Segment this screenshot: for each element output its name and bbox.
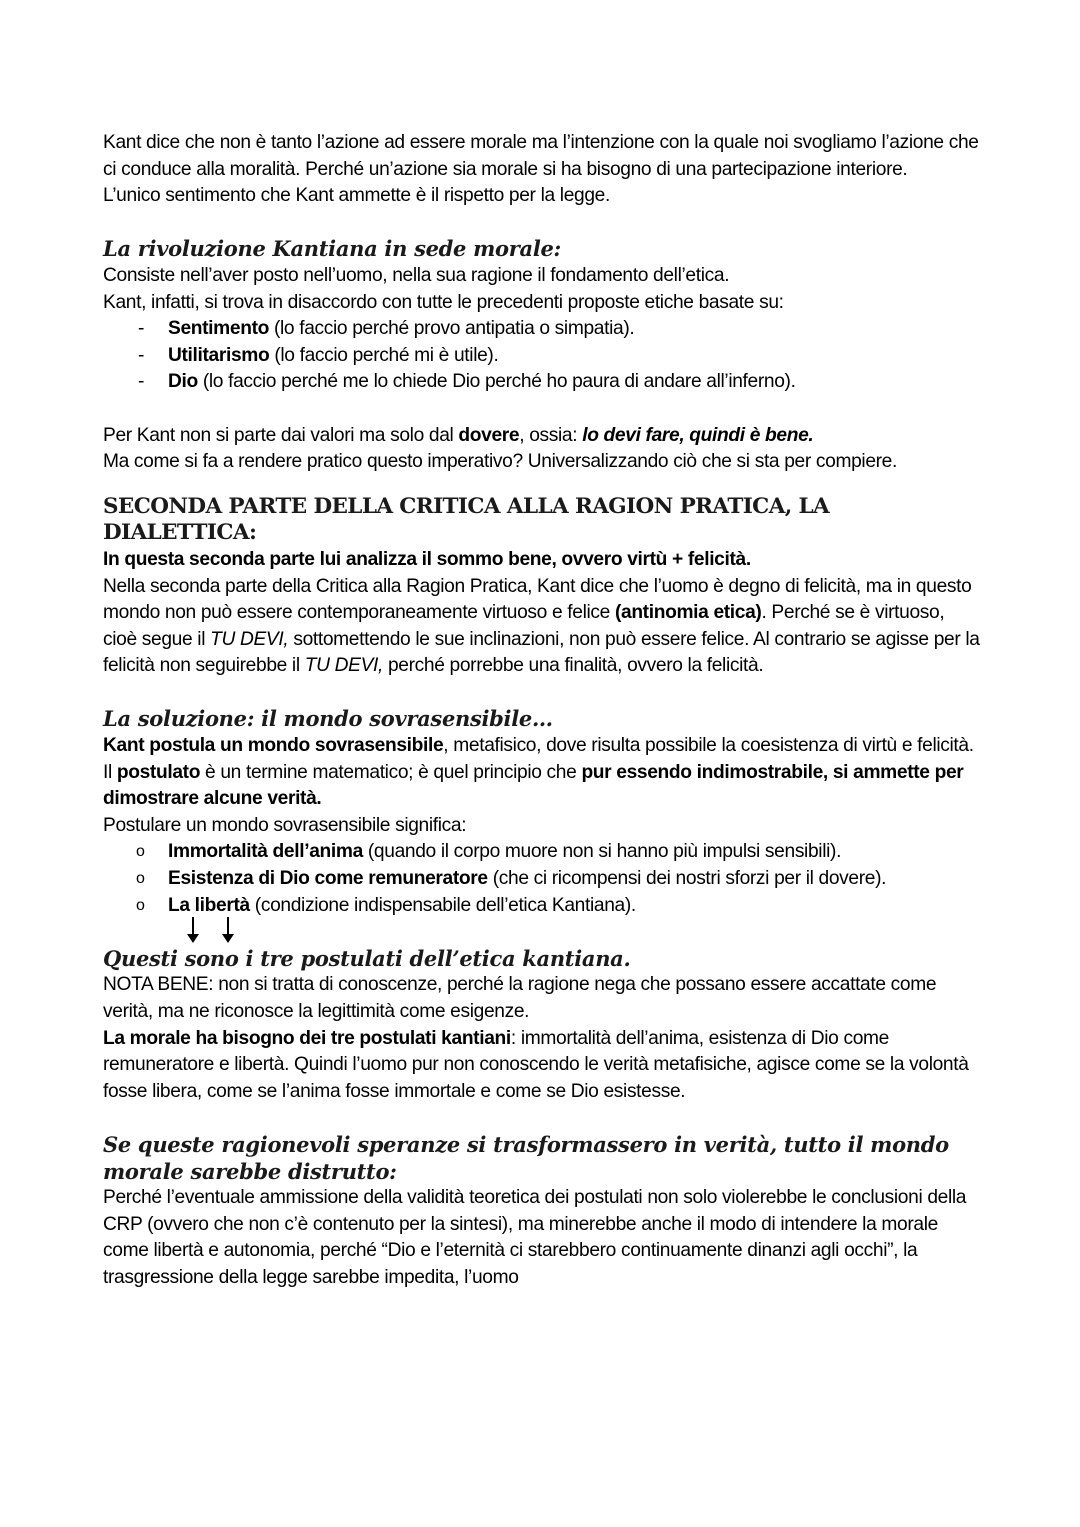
intro-paragraph: Kant dice che non è tanto l’azione ad essere morale ma l’intenzione con la quale noi svogliamo l’azione che ci conduce alla moralità. Perché un’azione sia morale si ha bisogno di una partecipazione interiore. bbox=[103, 132, 979, 180]
list-term: La libertà bbox=[168, 894, 250, 916]
text-run: Il bbox=[103, 761, 117, 783]
text-run: è un termine matematico; è quel principio che bbox=[200, 761, 582, 783]
list-item bbox=[103, 839, 983, 866]
list-item bbox=[103, 866, 983, 893]
heading-dialettica: SECONDA PARTE DELLA CRITICA ALLA RAGION PRATICA, LA DIALETTICA: bbox=[103, 493, 830, 546]
list-item bbox=[103, 316, 983, 343]
text-run: perché porrebbe una finalità, ovvero la felicità. bbox=[382, 655, 764, 677]
list-desc: (lo faccio perché me lo chiede Dio perché ho paura di andare all’inferno). bbox=[197, 371, 796, 393]
bold-run: In questa seconda parte lui analizza il sommo bene, ovvero virtù + felicità. bbox=[103, 548, 751, 570]
arrow-down-icon bbox=[227, 917, 229, 939]
circle-bullet-icon: o bbox=[136, 843, 145, 861]
intro-paragraph-2: L’unico sentimento che Kant ammette è il rispetto per la legge. bbox=[103, 185, 610, 207]
postulati-paragraph bbox=[103, 1026, 983, 1106]
list-desc: (lo faccio perché provo antipatia o simpatia). bbox=[268, 318, 635, 340]
list-desc: (condizione indispensabile dell’etica Kantiana). bbox=[249, 894, 636, 916]
bold-run: La morale ha bisogno dei tre postulati kantiani bbox=[103, 1027, 511, 1049]
list-item bbox=[103, 369, 983, 396]
text-run: Per Kant non si parte dai valori ma solo dal bbox=[103, 424, 459, 446]
dash-bullet-icon: - bbox=[138, 371, 145, 393]
list-desc: (lo faccio perché mi è utile). bbox=[269, 344, 499, 366]
rivoluzione-paragraph-2: Kant, infatti, si trova in disaccordo con tutte le precedenti proposte etiche basate su: bbox=[103, 291, 784, 313]
text-run: sottomettendo le sue inclinazioni, non può essere felice. Al contrario se agisse per la felicità non seguirebbe il bbox=[103, 628, 980, 677]
bold-run: pur essendo indimostrabile, si ammette per dimostrare alcune verità. bbox=[103, 761, 964, 810]
heading-speranze: Se queste ragionevoli speranze si trasformassero in verità, tutto il mondo morale sarebbe distrutto: bbox=[103, 1131, 949, 1184]
bold-run: (antinomia etica) bbox=[614, 602, 762, 624]
circle-bullet-icon: o bbox=[136, 870, 145, 888]
bold-italic-run: lo devi fare, quindi è bene. bbox=[582, 424, 814, 446]
dialettica-lead bbox=[103, 547, 983, 574]
rivoluzione-paragraph: Consiste nell’aver posto nell’uomo, nella sua ragione il fondamento dell’etica. bbox=[103, 264, 730, 286]
list-term: Sentimento bbox=[168, 318, 269, 340]
list-desc: (che ci ricompensi dei nostri sforzi per il dovere). bbox=[487, 868, 887, 890]
list-term: Dio bbox=[168, 371, 198, 393]
heading-rivoluzione: La rivoluzione Kantiana in sede morale: bbox=[103, 236, 562, 262]
nota-bene-paragraph: NOTA BENE: non si tratta di conoscenze, perché la ragione nega che possano essere accattate come verità, ma ne riconosce la legittimità come esigenze. bbox=[103, 974, 937, 1022]
text-run: Nella seconda parte della Critica alla Ragion Pratica, Kant dice che l’uomo è degno di felicità, ma in questo mondo non può essere contemporaneamente virtuoso e felice bbox=[103, 575, 972, 624]
dialettica-paragraph bbox=[103, 574, 983, 680]
dash-bullet-icon: - bbox=[138, 344, 145, 366]
bold-run: dovere bbox=[458, 424, 520, 446]
speranze-paragraph: Perché l’eventuale ammissione della validità teoretica dei postulati non solo violerebbe le conclusioni della CRP (ovvero che non c’è contenuto per la sintesi), ma minerebbe anche il modo di intendere la morale come libertà e autonomia, perché “Dio e l’eternità ci starebbero continuamente dinanzi agli occhi”, la trasgressione della legge sarebbe impedita, l’uomo bbox=[103, 1187, 967, 1288]
list-item bbox=[103, 893, 983, 920]
bold-run: Kant postula un mondo sovrasensibile bbox=[103, 735, 444, 757]
list-term: Utilitarismo bbox=[168, 344, 270, 366]
list-item bbox=[103, 343, 983, 370]
dovere-paragraph-2: Ma come si fa a rendere pratico questo imperativo? Universalizzando ciò che si sta per compiere. bbox=[103, 451, 897, 473]
document-page bbox=[103, 130, 983, 1292]
dovere-paragraph bbox=[103, 423, 983, 450]
list-term: Esistenza di Dio come remuneratore bbox=[168, 868, 488, 890]
dash-bullet-icon: - bbox=[138, 318, 145, 340]
circle-bullet-icon: o bbox=[136, 896, 145, 914]
soluzione-paragraph bbox=[103, 733, 983, 760]
arrow-down-icon bbox=[192, 917, 194, 939]
etiche-list bbox=[103, 316, 983, 396]
text-run: . Perché se è virtuoso, cioè segue il bbox=[103, 602, 945, 650]
arrows-row bbox=[103, 919, 983, 946]
text-run: , metafisico, dove risulta possibile la coesistenza di virtù e felicità. bbox=[443, 735, 974, 757]
bold-run: postulato bbox=[116, 761, 201, 783]
heading-soluzione: La soluzione: il mondo sovrasensibile… bbox=[103, 706, 553, 732]
italic-run: TU DEVI, bbox=[304, 655, 383, 677]
heading-postulati: Questi sono i tre postulati dell’etica kantiana. bbox=[103, 945, 631, 971]
soluzione-paragraph-3: Postulare un mondo sovrasensibile significa: bbox=[103, 814, 467, 836]
postulato-paragraph bbox=[103, 760, 983, 813]
list-desc: (quando il corpo muore non si hanno più impulsi sensibili). bbox=[362, 841, 842, 863]
postulati-list bbox=[103, 839, 983, 919]
italic-run: TU DEVI, bbox=[210, 628, 289, 650]
list-term: Immortalità dell’anima bbox=[168, 841, 363, 863]
text-run: : immortalità dell’anima, esistenza di Dio come remuneratore e libertà. Quindi l’uomo pur non conoscendo le verità metafisiche, agisce come se la volontà fosse libera, come se l’anima fosse immortale e come se Dio esistesse. bbox=[103, 1027, 969, 1102]
text-run: , ossia: bbox=[519, 424, 583, 446]
